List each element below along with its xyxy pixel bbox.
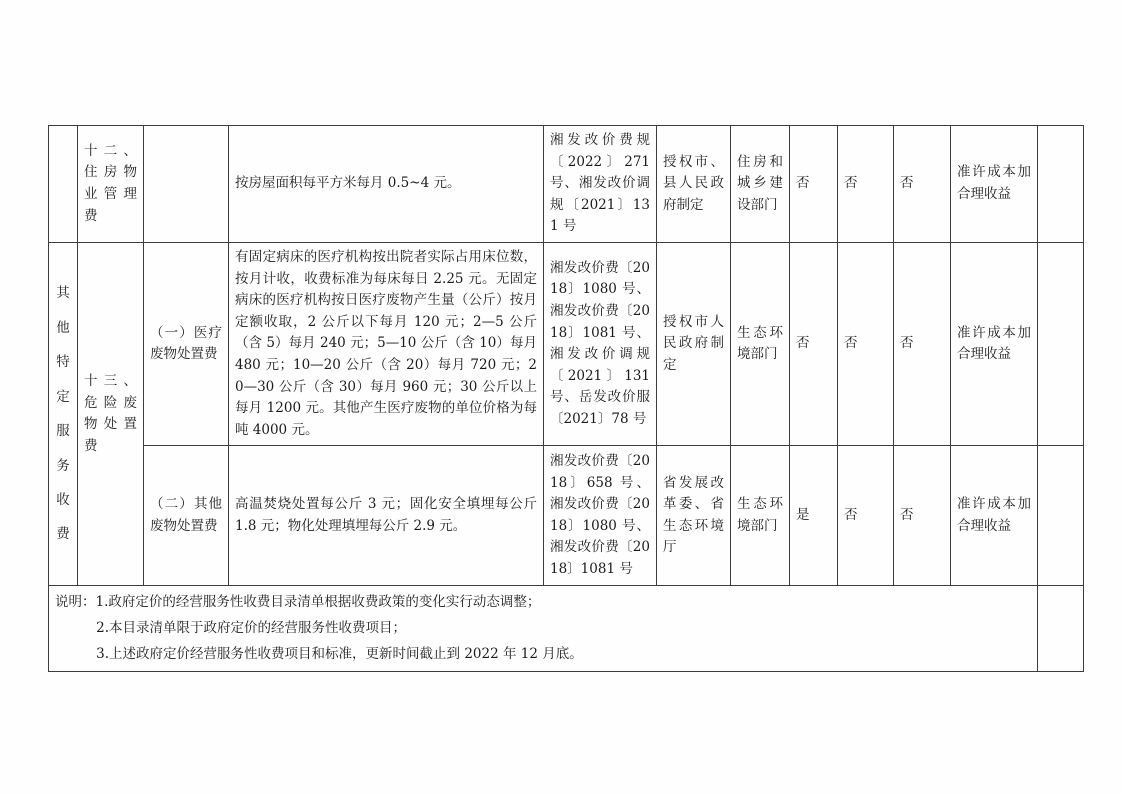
subitem-cell-empty — [144, 126, 229, 243]
policy-basis: 湘发改价费〔2018〕1080 号、湘发改价费〔2018〕1081 号、湘发改价调规〔2021〕131 号、岳发改价服〔2021〕78 号 — [544, 242, 657, 445]
notes-label: 说明： — [55, 594, 96, 611]
flag-3: 否 — [894, 242, 951, 445]
pricing-method: 准许成本加合理收益 — [951, 126, 1038, 243]
note-item-3: 3.上述政府定价经营服务性收费项目和标准，更新时间截止到 2022 年 12 月底。 — [96, 645, 583, 662]
flag-1: 否 — [790, 242, 838, 445]
note-line-1 — [55, 590, 1031, 616]
empty-cell — [1038, 126, 1084, 243]
table-row — [49, 126, 1084, 243]
note-item-2: 2.本目录清单限于政府定价的经营服务性收费项目； — [96, 619, 407, 636]
table-row — [49, 446, 1084, 586]
flag-2: 否 — [838, 446, 894, 586]
pricing-method: 准许成本加合理收益 — [951, 242, 1038, 445]
flag-1: 否 — [790, 126, 838, 243]
section-label: 其他特定服务收费 — [56, 285, 70, 543]
flag-2: 否 — [838, 126, 894, 243]
empty-cell — [1038, 586, 1084, 672]
flag-1: 是 — [790, 446, 838, 586]
fee-standard: 按房屋面积每平方米每月 0.5~4 元。 — [229, 126, 544, 243]
empty-cell — [1038, 242, 1084, 445]
category-hazardous-waste-fee: 十三、危险废物处置费 — [78, 242, 144, 585]
note-line-2 — [55, 616, 1031, 642]
policy-basis: 湘发改价费规〔2022〕271 号、湘发改价调规〔2021〕131 号 — [544, 126, 657, 243]
pricing-method: 准许成本加合理收益 — [951, 446, 1038, 586]
supervising-department: 生态环境部门 — [731, 242, 790, 445]
subitem-other-waste: （二）其他废物处置费 — [144, 446, 229, 586]
pricing-authority: 授权市人民政府制定 — [657, 242, 731, 445]
flag-3: 否 — [894, 126, 951, 243]
note-line-3 — [55, 642, 1031, 668]
fee-standard: 高温焚烧处置每公斤 3 元；固化安全填埋每公斤 1.8 元；物化处理填埋每公斤 2.9 元。 — [229, 446, 544, 586]
section-cell-empty — [49, 126, 78, 243]
fee-standard: 有固定病床的医疗机构按出院者实际占用床位数，按月计收，收费标准为每床每日 2.25 元。无固定病床的医疗机构按日医疗废物产生量（公斤）按月定额收取，2 公斤以下每月 120 元；2—5 公斤（含 5）每月 240 元；5—10 公斤（含 10）每月 480 元；10—20 公斤（含 20）每月 720 元；20—30 公斤（含 30）每月 960 元；30 公斤以上每月 1200 元。其他产生医疗废物的单位价格为每吨 4000 元。 — [229, 242, 544, 445]
subitem-medical-waste: （一）医疗废物处置费 — [144, 242, 229, 445]
supervising-department: 生态环境部门 — [731, 446, 790, 586]
pricing-authority: 省发展改革委、省生态环境厅 — [657, 446, 731, 586]
table-row — [49, 242, 1084, 445]
notes-cell — [49, 586, 1038, 672]
fee-catalog-table — [48, 125, 1084, 672]
section-label-cell — [49, 242, 78, 585]
category-housing-property-fee: 十二、住房物业管理费 — [78, 126, 144, 243]
note-item-1: 1.政府定价的经营服务性收费目录清单根据收费政策的变化实行动态调整； — [95, 594, 541, 611]
supervising-department: 住房和城乡建设部门 — [731, 126, 790, 243]
policy-basis: 湘发改价费〔2018〕658 号、湘发改价费〔2018〕1080 号、湘发改价费〔2018〕1081 号 — [544, 446, 657, 586]
pricing-authority: 授权市、县人民政府制定 — [657, 126, 731, 243]
flag-3: 否 — [894, 446, 951, 586]
empty-cell — [1038, 446, 1084, 586]
notes-row — [49, 586, 1084, 672]
flag-2: 否 — [838, 242, 894, 445]
